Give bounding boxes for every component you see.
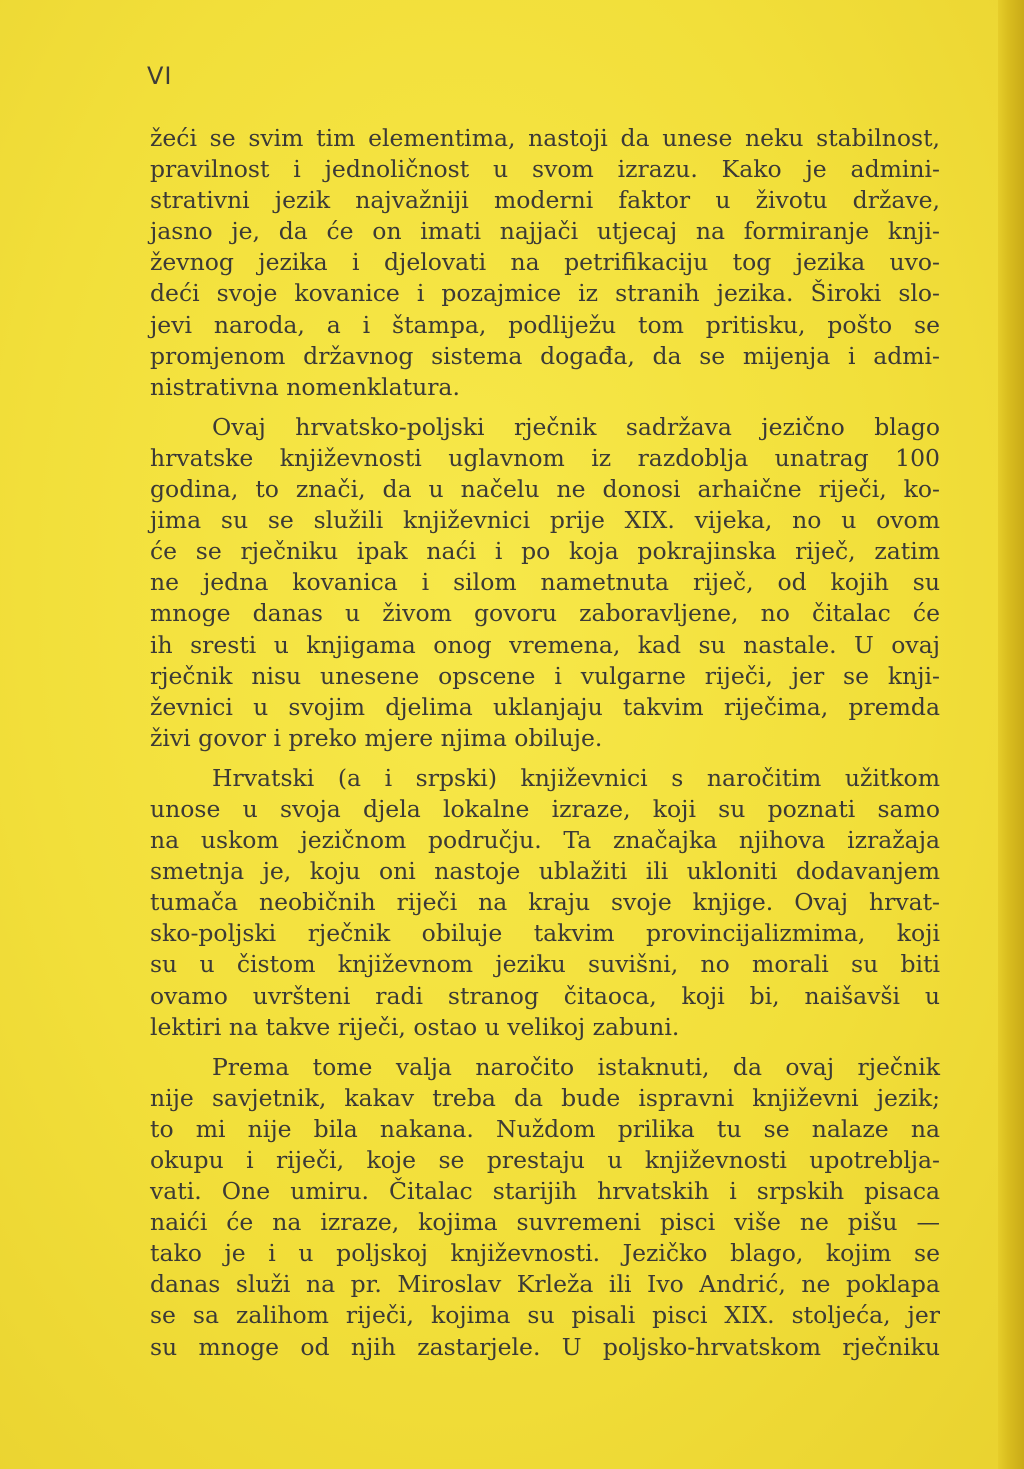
paragraph-1 — [150, 123, 940, 403]
text-line: godina, to znači, da u načelu ne donosi arhaične riječi, ko- — [150, 475, 940, 504]
text-line: deći svoje kovanice i pozajmice iz stranih jezika. Široki slo- — [150, 279, 940, 308]
text-line: se sa zalihom riječi, kojima su pisali pisci XIX. stoljeća, jer — [150, 1301, 940, 1330]
page-edge-shadow — [998, 0, 1024, 1469]
text-line: na uskom jezičnom području. Ta značajka njihova izražaja — [150, 826, 940, 855]
text-line: jasno je, da će on imati najjači utjecaj na formiranje knji- — [150, 217, 940, 246]
text-line: sko-poljski rječnik obiluje takvim provincijalizmima, koji — [150, 919, 940, 948]
text-line: strativni jezik najvažniji moderni faktor u životu države, — [150, 186, 940, 215]
text-line: okupu i riječi, koje se prestaju u književnosti upotreblja- — [150, 1146, 940, 1174]
body-text — [150, 123, 940, 1363]
text-line: to mi nije bila nakana. Nuždom prilika tu se nalaze na — [150, 1114, 940, 1143]
text-line: ih sresti u knjigama onog vremena, kad su nastale. U ovaj — [150, 630, 940, 659]
text-line: Hrvatski (a i srpski) književnici s naročitim užitkom — [212, 763, 940, 792]
page-number: VI — [147, 62, 173, 90]
text-line: Ovaj hrvatsko-poljski rječnik sadržava jezično blago — [212, 412, 940, 441]
text-line: ovamo uvršteni radi stranog čitaoca, koji bi, naišavši u — [150, 981, 940, 1010]
text-line: će se rječniku ipak naći i po koja pokrajinska riječ, zatim — [150, 537, 940, 566]
text-line: Prema tome valja naročito istaknuti, da ovaj rječnik — [212, 1052, 940, 1081]
text-line: su mnoge od njih zastarjele. U poljsko-hrvatskom rječniku — [150, 1332, 940, 1361]
text-line: ževnog jezika i djelovati na petrifikaciju tog jezika uvo- — [150, 248, 940, 277]
text-line: mnoge danas u živom govoru zaboravljene, no čitalac će — [150, 599, 940, 628]
text-line: su u čistom književnom jeziku suvišni, no morali su biti — [150, 950, 940, 979]
text-line: danas služi na pr. Miroslav Krleža ili Ivo Andrić, ne poklapa — [150, 1270, 940, 1299]
text-line: žeći se svim tim elementima, nastoji da unese neku stabilnost, — [150, 124, 940, 152]
text-line: ne jedna kovanica i silom nametnuta riječ, od kojih su — [150, 568, 940, 597]
text-line: unose u svoja djela lokalne izraze, koji su poznati samo — [150, 794, 940, 823]
text-line: nije savjetnik, kakav treba da bude ispravni književni jezik; — [150, 1083, 940, 1112]
text-line: hrvatske književnosti uglavnom iz razdoblja unatrag 100 — [150, 443, 940, 472]
text-line: smetnja je, koju oni nastoje ublažiti ili ukloniti dodavanjem — [150, 857, 940, 886]
paragraph-2 — [150, 412, 940, 754]
text-line: nistrativna nomenklatura. — [150, 372, 460, 401]
text-line: ževnici u svojim djelima uklanjaju takvim riječima, premda — [150, 692, 940, 721]
text-line: živi govor i preko mjere njima obiluje. — [150, 723, 603, 752]
text-line: tako je i u poljskoj književnosti. Jezičko blago, kojim se — [150, 1239, 940, 1268]
text-line: jima su se služili književnici prije XIX. vijeka, no u ovom — [150, 506, 940, 535]
text-line: tumača neobičnih riječi na kraju svoje knjige. Ovaj hrvat- — [150, 888, 940, 917]
text-line: promjenom državnog sistema događa, da se mijenja i admi- — [150, 341, 940, 370]
text-line: naići će na izraze, kojima suvremeni pisci više ne pišu — — [150, 1208, 940, 1237]
paragraph-4 — [150, 1052, 940, 1363]
text-line: lektiri na takve riječi, ostao u velikoj zabuni. — [150, 1012, 680, 1041]
text-line: jevi naroda, a i štampa, podliježu tom pritisku, pošto se — [150, 310, 940, 339]
text-line: vati. One umiru. Čitalac starijih hrvatskih i srpskih pisaca — [150, 1177, 940, 1206]
paragraph-3 — [150, 763, 940, 1043]
text-line: pravilnost i jednoličnost u svom izrazu. Kako je admini- — [150, 155, 940, 184]
text-line: rječnik nisu unesene opscene i vulgarne riječi, jer se knji- — [150, 661, 940, 690]
